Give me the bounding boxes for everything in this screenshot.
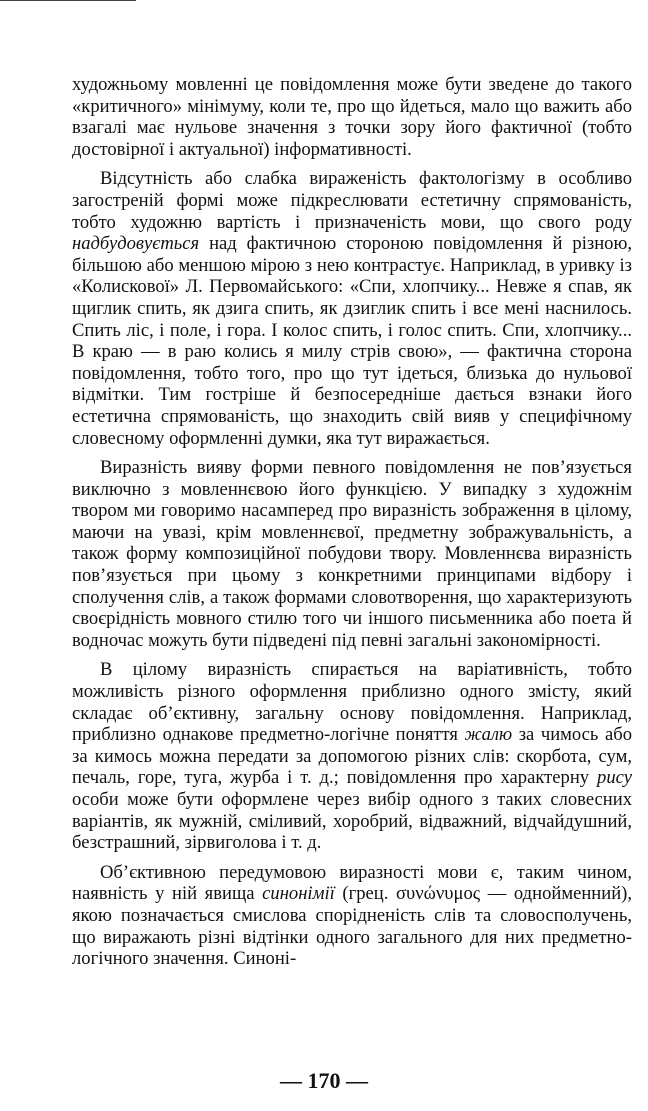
paragraph-3 (72, 457, 632, 651)
paragraph-text: художньому мовленні це повідомлення може бути зведене до такого «критичного» мінімуму, коли те, про що йдеться, мало що важить або взагалі має нульове значення з точки зору його фактичної (тобто достовірної і актуальної) інформативності. (72, 74, 632, 160)
paragraph-text: Відсутність або слабка вираженість фактологізму в особливо загостреній формі може підкреслювати естетичну спрямованість, тобто художню вартість і призначеність мови, що свого роду (72, 168, 632, 233)
paragraph-text: над фактичною стороною повідомлення й різною, більшою або меншою мірою з нею контрастує. Наприклад, в уривку із «Колискової» Л. Первомайського: «Спи, хлопчику... Невже я спав, як щиглик спить, як дзига спить, як дзиглик спить і все мені наснилось. Спить ліс, і поле, і гора. І колос спить, і голос спить. Спи, хлопчику... В краю — в раю колись я милу стрів свою», — фактична сторона повідомлення, тобто того, про що тут ідеться, близька до нульової відмітки. Тим гостріше й безпосередніше дається взнаки його естетична спрямованість, що знаходить свій вияв у специфічному словесному оформленні думки, яка тут виражається. (72, 233, 632, 449)
top-rule (0, 0, 136, 1)
page-body (72, 74, 632, 978)
paragraph-text: Об’єктивною передумовою виразності мови є, таким чином, наявність у ній явища (72, 861, 632, 905)
paragraph-text: (грец. συνώνυμος — однойменний), якою позначається смислова спорідненість слів та словосполучень, що виражають різні відтінки одного загального для них предметно-логічного значення. Синоні- (72, 883, 632, 970)
paragraph-5 (72, 862, 632, 970)
italic-term: синонімії (262, 883, 335, 905)
paragraph-text: за чимось або за кимось можна передати за допомогою різних слів: скорбота, сум, печаль, горе, туга, журба і т. д.; повідомлення про характерну (72, 724, 632, 789)
italic-term: рису (597, 767, 632, 789)
paragraph-2 (72, 168, 632, 449)
paragraph-1 (72, 74, 632, 160)
italic-term: надбудовується (72, 233, 200, 255)
paragraph-text: особи може бути оформлене через вибір одного з таких словесних варіантів, як мужній, сміливий, хоробрий, відважний, відчайдушний, безстрашний, зірвиголова і т. д. (72, 789, 632, 854)
italic-term: жалю (464, 724, 513, 746)
paragraph-4 (72, 659, 632, 853)
page-number: — 170 — (280, 1068, 368, 1093)
paragraph-text: Виразність вияву форми певного повідомлення не пов’язується виключно з мовленнєвою його функцією. У випадку з художнім твором ми говоримо насамперед про виразність зображення в цілому, маючи на увазі, крім мовленнєвої, предметну зображувальність, а також форму композиційної побудови твору. Мовленнєва виразність пов’язується при цьому з конкретними принципами відбору і сполучення слів, а також формами словотворення, що характеризують своєрідність мовного стилю того чи іншого письменника або поета й водночас можуть бути підведені під певні загальні закономірності. (72, 457, 632, 651)
paragraph-text: В цілому виразність спирається на варіативність, тобто можливість різного оформлення приблизно одного змісту, який складає об’єктивну, загальну основу повідомлення. Наприклад, приблизно однакове предметно-логічне поняття (72, 659, 632, 746)
